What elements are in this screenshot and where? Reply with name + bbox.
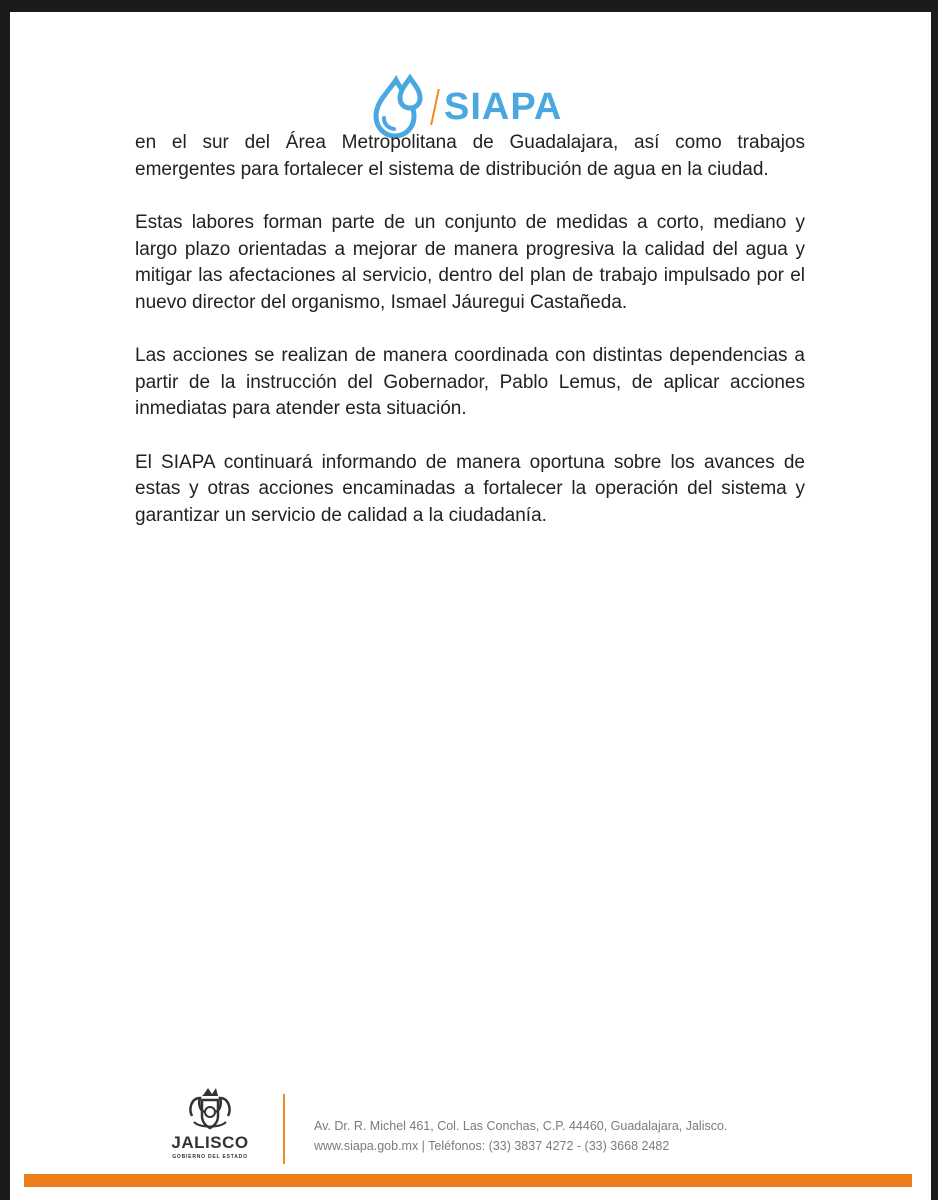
paragraph-1: en el sur del Área Metropolitana de Guadalajara, así como trabajos emergentes para fortalecer el sistema de distribución de agua en la ciudad.: [135, 132, 805, 180]
footer-divider: [283, 1094, 285, 1164]
jalisco-logo: [160, 1082, 260, 1162]
paragraph-4: El SIAPA continuará informando de manera oportuna sobre los avances de estas y otras acciones encaminadas a fortalecer la operación del sistema y garantizar un servicio de calidad a la ciudadanía.: [135, 451, 805, 526]
letter-body: [135, 130, 805, 556]
contact-line: www.siapa.gob.mx | Teléfonos: (33) 3837 4272 - (33) 3668 2482: [314, 1139, 670, 1153]
logo-text: SIAPA: [444, 85, 563, 128]
address-line: Av. Dr. R. Michel 461, Col. Las Conchas, C.P. 44460, Guadalajara, Jalisco.: [314, 1119, 728, 1133]
document-page: [10, 12, 931, 1200]
jalisco-subtitle: GOBIERNO DEL ESTADO: [172, 1154, 248, 1160]
paragraph-3: Las acciones se realizan de manera coordinada con distintas dependencias a partir de la instrucción del Gobernador, Pablo Lemus, de aplicar acciones inmediatas para atender esta situación.: [135, 345, 805, 419]
logo-divider: [430, 89, 440, 125]
footer-orange-bar: [24, 1174, 912, 1187]
footer-contact: [314, 1116, 727, 1156]
coat-of-arms-icon: [186, 1086, 234, 1130]
letterhead-footer: [10, 1082, 931, 1162]
paragraph-2: Estas labores forman parte de un conjunto de medidas a corto, mediano y largo plazo orientadas a mejorar de manera progresiva la calidad del agua y mitigar las afectaciones al servicio, dentro del plan de trabajo impulsado por el nuevo director del organismo, Ismael Jáuregui Castañeda.: [135, 212, 805, 313]
jalisco-wordmark: JALISCO: [171, 1133, 249, 1152]
